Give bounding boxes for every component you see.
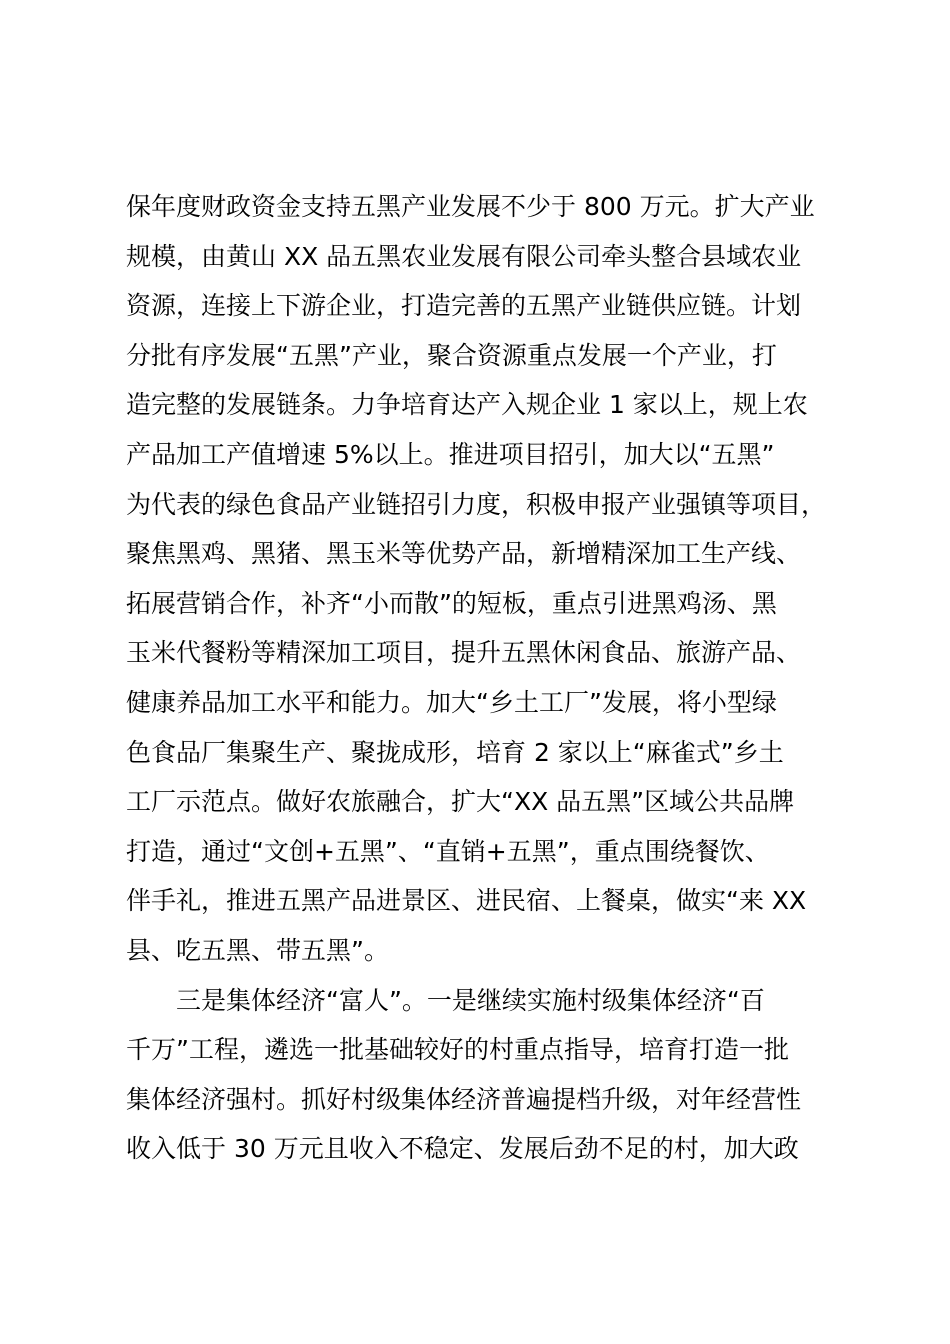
text-line: 分批有序发展“五黑”产业，聚合资源重点发展一个产业，打	[126, 340, 777, 370]
text-line: 规模，由黄山 XX 品五黑农业发展有限公司牵头整合县域农业	[126, 241, 802, 271]
text-line: 为代表的绿色食品产业链招引力度，积极申报产业强镇等项目，	[126, 489, 827, 519]
text-line: 玉米代餐粉等精深加工项目，提升五黑休闲食品、旅游产品、	[126, 638, 802, 668]
text-line: 资源，连接上下游企业，打造完善的五黑产业链供应链。计划	[126, 291, 802, 321]
text-line: 打造，通过“文创+五黑”、“直销+五黑”，重点围绕餐饮、	[126, 836, 770, 866]
text-line: 产品加工产值增速 5%以上。推进项目招引，加大以“五黑”	[126, 439, 775, 469]
text-line: 造完整的发展链条。力争培育达产入规企业 1 家以上，规上农	[126, 390, 808, 420]
text-line: 工厂示范点。做好农旅融合，扩大“XX 品五黑”区域公共品牌	[126, 787, 795, 817]
text-line: 收入低于 30 万元且收入不稳定、发展后劲不足的村，加大政	[126, 1134, 799, 1164]
text-line: 保年度财政资金支持五黑产业发展不少于 800 万元。扩大产业	[126, 192, 815, 221]
text-line: 健康养品加工水平和能力。加大“乡土工厂”发展，将小型绿	[126, 687, 777, 717]
text-line: 县、吃五黑、带五黑”。	[126, 935, 389, 965]
text-line: 千万”工程，遴选一批基础较好的村重点指导，培育打造一批	[126, 1035, 789, 1065]
paragraph-start-line: 三是集体经济“富人”。一是继续实施村级集体经济“百	[176, 985, 765, 1015]
text-line: 拓展营销合作，补齐“小而散”的短板，重点引进黑鸡汤、黑	[126, 588, 777, 618]
text-line: 伴手礼，推进五黑产品进景区、进民宿、上餐桌，做实“来 XX	[126, 886, 807, 916]
text-line: 聚焦黑鸡、黑猪、黑玉米等优势产品，新增精深加工生产线、	[126, 539, 802, 569]
text-line: 色食品厂集聚生产、聚拢成形，培育 2 家以上“麻雀式”乡土	[126, 737, 784, 767]
body-text	[126, 182, 846, 1174]
text-line: 集体经济强村。抓好村级集体经济普遍提档升级，对年经营性	[126, 1084, 802, 1114]
